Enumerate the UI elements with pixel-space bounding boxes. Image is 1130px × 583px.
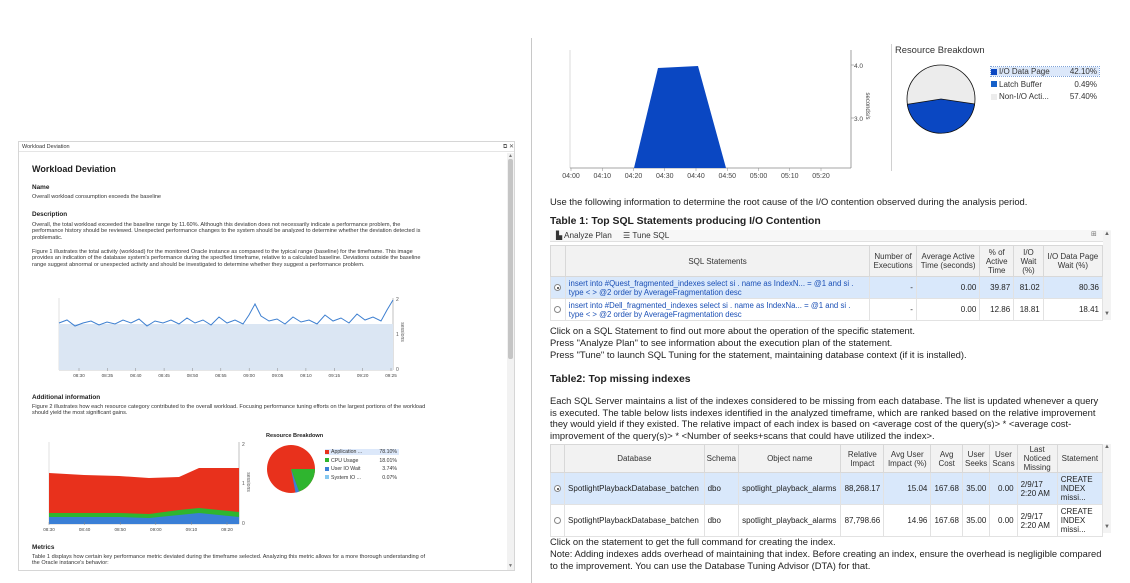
object-cell: spotlight_playback_alarms (739, 473, 841, 505)
x-tick-label: 08:40 (78, 526, 91, 532)
col-header[interactable]: SQL Statements (565, 246, 869, 277)
analyze-plan-button[interactable] (556, 231, 612, 240)
x-tick-label: 04:10 (593, 173, 612, 181)
pct-active-cell: 12.86 (980, 299, 1014, 321)
col-header[interactable]: I/O Wait (%) (1014, 246, 1044, 277)
top-chart-ytick: 4.0 (854, 63, 864, 70)
legend-label: I/O Data Page (999, 67, 1050, 76)
resource-area-chart (39, 438, 279, 534)
tune-sql-button[interactable] (623, 231, 669, 240)
col-header[interactable]: Schema (704, 445, 738, 473)
object-cell: spotlight_playback_alarms (739, 505, 841, 537)
legend-item[interactable] (991, 67, 1099, 76)
table2-scrollbar[interactable] (1103, 444, 1111, 533)
io-wait-cell: 18.81 (1014, 299, 1044, 321)
x-tick-label: 05:00 (749, 173, 768, 181)
legend-swatch (991, 81, 997, 87)
close-icon[interactable]: ✕ (509, 144, 515, 150)
analyze-plan-label: Analyze Plan (563, 231, 612, 240)
last-noticed-cell: 2/9/17 2:20 AM (1017, 505, 1057, 537)
legend-item[interactable] (325, 475, 399, 481)
schema-cell: dbo (704, 473, 738, 505)
table1-note: Press "Analyze Plan" to see information about the execution plan of the statement. (550, 337, 893, 348)
x-tick-label: 09:25 (385, 372, 397, 378)
row-radio-cell[interactable] (551, 299, 566, 321)
chart1-ytick: 1 (396, 332, 399, 338)
plan-icon: ▙ (556, 231, 563, 240)
legend-item[interactable] (991, 92, 1099, 101)
column-chooser-icon[interactable]: ⊞ (1091, 231, 1097, 238)
chart1-ytick: 0 (396, 367, 399, 373)
missing-indexes-table (550, 444, 1103, 537)
x-tick-label: 09:20 (356, 372, 369, 378)
col-header[interactable]: Statement (1057, 445, 1102, 473)
table2-title: Table2: Top missing indexes (550, 374, 691, 385)
legend-item[interactable] (991, 80, 1099, 89)
seeks-cell: 35.00 (962, 505, 989, 537)
x-tick-label: 08:35 (101, 372, 114, 378)
col-header[interactable]: User Scans (990, 445, 1017, 473)
legend-swatch (325, 450, 329, 454)
pane-divider (531, 38, 532, 583)
legend-item[interactable] (325, 449, 399, 455)
chart2-ytick: 1 (242, 481, 245, 487)
legend-swatch (325, 475, 329, 479)
table-row[interactable] (551, 299, 1103, 321)
statement-cell[interactable]: CREATE INDEX missi... (1057, 505, 1102, 537)
avg-time-cell: 0.00 (916, 299, 979, 321)
page-title: Workload Deviation (32, 164, 116, 174)
row-radio-cell[interactable] (551, 473, 565, 505)
row-radio[interactable] (554, 306, 561, 313)
legend-label: User IO Wait (331, 466, 361, 472)
top-chart-x-axis (562, 168, 830, 180)
legend-value: 18.01% (379, 457, 397, 464)
breakdown-pie (266, 444, 318, 496)
x-tick-label: 08:30 (43, 526, 55, 532)
scroll-down-icon[interactable]: ▼ (508, 563, 513, 569)
scrollbar-thumb[interactable] (508, 159, 513, 359)
chart2-ylabel: sessions (245, 472, 251, 492)
seeks-cell: 35.00 (962, 473, 989, 505)
restore-icon[interactable]: ⧉ (503, 144, 508, 150)
chart2-ytick: 2 (242, 442, 245, 448)
col-header[interactable]: Number of Executions (870, 246, 917, 277)
legend-swatch (325, 458, 329, 462)
workload-deviation-window (18, 141, 515, 571)
legend-item[interactable] (325, 458, 399, 464)
x-tick-label: 09:00 (150, 526, 162, 532)
table1-title: Table 1: Top SQL Statements producing I/O Contention (550, 216, 821, 227)
avg-cost-cell: 167.68 (931, 505, 963, 537)
executions-cell: - (870, 299, 917, 321)
scroll-down-icon[interactable]: ▼ (1104, 311, 1110, 317)
table-row[interactable] (551, 277, 1103, 299)
vertical-scrollbar[interactable] (507, 153, 514, 571)
scroll-down-icon[interactable]: ▼ (1104, 524, 1110, 530)
col-header[interactable]: Object name (739, 445, 841, 473)
legend-value: 42.10% (1069, 67, 1097, 76)
col-header[interactable]: % of Active Time (980, 246, 1014, 277)
chart1-ytick: 2 (396, 297, 399, 303)
legend-item[interactable] (325, 466, 399, 472)
top-chart-ytick: 3.0 (854, 116, 864, 123)
additional-label: Additional information (32, 394, 101, 401)
row-radio[interactable] (554, 284, 561, 291)
x-tick-label: 09:10 (300, 372, 312, 378)
legend-swatch (991, 69, 997, 75)
window-titlebar (19, 142, 514, 152)
io-wait-area (634, 66, 726, 168)
col-header[interactable]: Relative Impact (841, 445, 884, 473)
legend-label: System IO ... (331, 474, 361, 481)
x-tick-label: 05:20 (812, 173, 830, 181)
legend-value: 0.49% (1074, 79, 1097, 89)
table2-note: Click on the statement to get the full command for creating the index. (550, 536, 836, 547)
description-text: Overall, the total workload exceeded the baseline range by 11.60%. Although this deviation does not necessarily indicate a performance problem, the performance history should be reviewed. Unexpected performance changes to the system should be analyzed to determine whether the deviation detected is problematic. (32, 222, 421, 241)
col-header[interactable]: I/O Data Page Wait (%) (1043, 246, 1102, 277)
sql-cell[interactable]: insert into #Quest_fragmented_indexes select si . name as IndexN... = @1 and si . type < > @2 order by AverageFragmentation desc (565, 277, 869, 299)
io-page-cell: 80.36 (1043, 277, 1102, 299)
table1-note: Click on a SQL Statement to find out more about the operation of the specific statement. (550, 325, 915, 336)
scans-cell: 0.00 (990, 505, 1017, 537)
figure-text: Figure 1 illustrates the total activity (workload) for the monitored Oracle instance as compared to the typical range (baseline) for the timeframe. This image provides an indication of the database system's performance during the specified timeframe, relative to a calculated baseline. Deviations outside the baseline range suggest abnormal or unexpected activity and should be investigated to determine whether they suggest a performance problem. (32, 249, 421, 268)
last-noticed-cell: 2/9/17 2:20 AM (1017, 473, 1057, 505)
legend-label: Application ... (331, 449, 363, 455)
x-tick-label: 08:45 (158, 372, 170, 378)
impact-cell: 88,268.17 (841, 473, 884, 505)
x-tick-label: 09:05 (271, 372, 284, 378)
statement-cell[interactable]: CREATE INDEX missi... (1057, 473, 1102, 505)
table1-toolbar (550, 230, 1111, 242)
table1-scrollbar[interactable] (1103, 231, 1111, 320)
workload-chart (49, 290, 429, 380)
top-sql-table (550, 245, 1103, 321)
x-tick-label: 08:50 (114, 526, 126, 532)
x-tick-label: 04:20 (624, 173, 643, 181)
avg-cost-cell: 167.68 (931, 473, 963, 505)
legend-label: Non-I/O Acti... (999, 92, 1049, 101)
row-radio[interactable] (554, 485, 561, 492)
io-wait-chart (560, 44, 880, 186)
impact-cell: 87,798.66 (841, 505, 884, 537)
sql-cell[interactable]: insert into #Dell_fragmented_indexes select si . name as IndexNa... = @1 and si . type < > @2 order by AverageFragmentation desc (565, 299, 869, 321)
description-label: Description (32, 211, 68, 218)
x-tick-label: 04:30 (655, 173, 674, 181)
row-radio-cell[interactable] (551, 277, 566, 299)
col-header[interactable]: Avg User Impact (%) (884, 445, 931, 473)
x-tick-label: 09:10 (185, 526, 198, 532)
legend-swatch (991, 94, 997, 100)
legend-swatch (325, 467, 329, 471)
pct-active-cell: 39.87 (980, 277, 1014, 299)
legend-value: 0.07% (382, 474, 397, 481)
scroll-up-icon[interactable]: ▲ (1104, 444, 1110, 450)
executions-cell: - (870, 277, 917, 299)
x-tick-label: 09:15 (328, 372, 341, 378)
metrics-text: Table 1 displays how certain key performance metric deviated during the timeframe selected. Analyzing this metric allows for a more thorough understanding of the Oracle instance's behavior: (32, 554, 426, 567)
x-tick-label: 04:50 (718, 173, 737, 181)
legend-label: Latch Buffer (999, 79, 1042, 89)
chart1-ylabel: sessions (399, 322, 405, 342)
database-cell: SpotlightPlaybackDatabase_batchen (565, 473, 705, 505)
select-col-header (551, 445, 565, 473)
scroll-up-icon[interactable]: ▲ (508, 153, 513, 159)
top-chart-ylabel: seconds/s (864, 92, 870, 120)
col-header[interactable]: Average Active Time (seconds) (916, 246, 979, 277)
schema-cell: dbo (704, 505, 738, 537)
io-wait-cell: 81.02 (1014, 277, 1044, 299)
breakdown-separator (891, 44, 892, 171)
io-page-cell: 18.41 (1043, 299, 1102, 321)
breakdown-title: Resource Breakdown (266, 433, 324, 439)
window-title: Workload Deviation (22, 144, 70, 150)
name-label: Name (32, 184, 50, 191)
table-row[interactable] (551, 505, 1103, 537)
intro-text: Use the following information to determine the root cause of the I/O contention observed during the analysis period. (550, 196, 1028, 207)
x-tick-label: 09:00 (243, 372, 255, 378)
x-tick-label: 08:50 (186, 372, 199, 378)
resource-pie (905, 64, 979, 136)
database-cell: SpotlightPlaybackDatabase_batchen (565, 505, 705, 537)
chart2-ytick: 0 (242, 521, 245, 527)
legend-value: 3.74% (382, 466, 397, 472)
row-radio-cell[interactable] (551, 505, 565, 537)
tune-icon: ☰ (623, 231, 631, 240)
col-header[interactable]: User Seeks (962, 445, 989, 473)
user-impact-cell: 14.96 (884, 505, 931, 537)
x-tick-label: 05:10 (780, 173, 799, 181)
tune-sql-label: Tune SQL (632, 231, 670, 240)
scroll-up-icon[interactable]: ▲ (1104, 231, 1110, 237)
user-impact-cell: 15.04 (884, 473, 931, 505)
table-row[interactable] (551, 473, 1103, 505)
metrics-label: Metrics (32, 544, 55, 551)
scans-cell: 0.00 (990, 473, 1017, 505)
additional-text: Figure 2 illustrates how each resource category contributed to the overall workload. Focusing performance tuning efforts on the largest portions of the workload should yield the most significant gains. (32, 404, 426, 417)
select-col-header (551, 246, 566, 277)
legend-label: CPU Usage (331, 457, 359, 464)
x-tick-label: 08:30 (73, 372, 85, 378)
table2-note: Note: Adding indexes adds overhead of maintaining that index. Before creating an index, ensure the overhead is negligible compared to the improvement. You can use the Database Tuning Advisor (DTA) for that. (550, 548, 1102, 571)
row-radio[interactable] (554, 517, 561, 524)
x-tick-label: 08:55 (215, 372, 227, 378)
name-text: Overall workload consumption exceeds the baseline (32, 194, 162, 200)
col-header[interactable]: Last Noticed Missing (1017, 445, 1057, 473)
table1-note: Press "Tune" to launch SQL Tuning for the statement, maintaining database context (if it is installed). (550, 349, 967, 360)
legend-value: 57.40% (1069, 92, 1097, 101)
x-tick-label: 04:40 (687, 173, 705, 181)
col-header[interactable]: Database (565, 445, 705, 473)
x-tick-label: 08:40 (129, 372, 142, 378)
x-tick-label: 09:20 (221, 526, 233, 532)
avg-time-cell: 0.00 (916, 277, 979, 299)
resource-breakdown-title: Resource Breakdown (895, 44, 985, 55)
x-tick-label: 04:00 (562, 173, 580, 181)
table2-intro: Each SQL Server maintains a list of the indexes considered to be missing from each database. The list is updated whenever a query is executed. The table below lists indexes identified in the analyzed timeframe, which are ranked based on the relative improvement they would yield if they existed. The relative impact of each index is based on <average cost of the query(s)> * <average cost-improvement of the query(s)> * <Number of seeks+scans that could have utilized the index>. (550, 395, 1099, 441)
legend-value: 78.10% (379, 449, 397, 455)
col-header[interactable]: Avg Cost (931, 445, 963, 473)
